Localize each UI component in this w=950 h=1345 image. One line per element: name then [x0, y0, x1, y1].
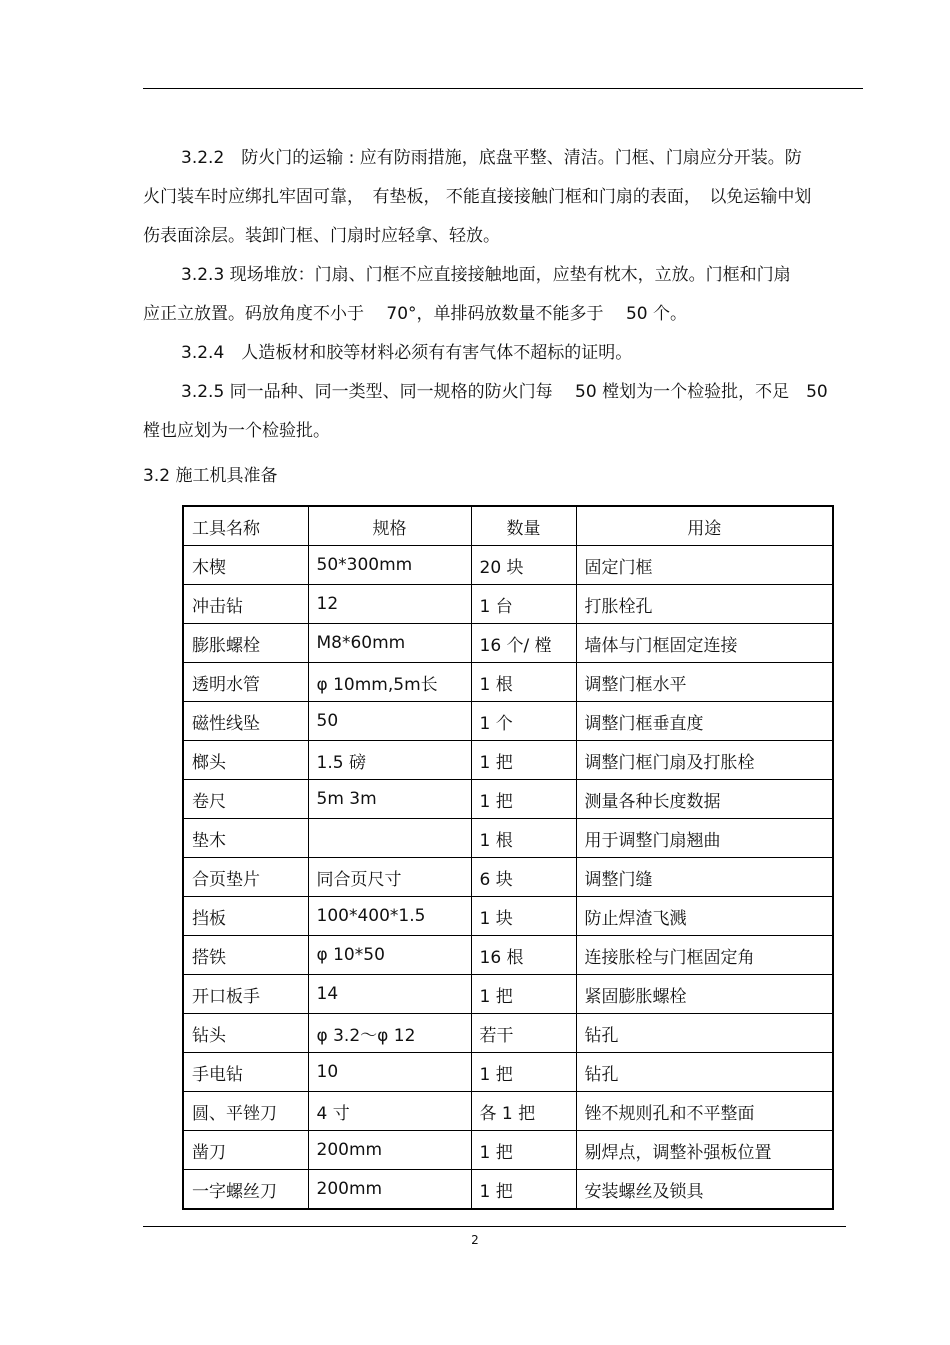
cell-usage: 剔焊点，调整补强板位置 — [576, 1131, 833, 1170]
cell-quantity: 1 把 — [471, 1131, 576, 1170]
cell-usage: 连接胀栓与门框固定角 — [576, 936, 833, 975]
cell-spec: 同合页尺寸 — [308, 858, 471, 897]
cell-quantity: 1 个 — [471, 702, 576, 741]
cell-quantity: 1 根 — [471, 663, 576, 702]
cell-tool-name: 搭铁 — [183, 936, 308, 975]
paragraph-line: 3.2.3 现场堆放：门扇、门框不应直接接触地面，应垫有枕木，立放。门框和门扇 — [181, 265, 791, 285]
cell-quantity: 6 块 — [471, 858, 576, 897]
cell-usage: 打胀栓孔 — [576, 585, 833, 624]
table-row — [183, 663, 833, 702]
table-row — [183, 1053, 833, 1092]
cell-quantity: 1 根 — [471, 819, 576, 858]
cell-usage: 用于调整门扇翘曲 — [576, 819, 833, 858]
table-row — [183, 936, 833, 975]
cell-quantity: 1 把 — [471, 975, 576, 1014]
cell-spec: 50*300mm — [308, 546, 471, 585]
table-row — [183, 1131, 833, 1170]
table-header-row — [183, 506, 833, 546]
paragraph-3-2-2 — [143, 139, 865, 256]
table-row — [183, 624, 833, 663]
table-row — [183, 897, 833, 936]
header-spec: 规格 — [308, 506, 471, 546]
cell-tool-name: 垫木 — [183, 819, 308, 858]
paragraph-line: 3.2.2 防火门的运输 : 应有防雨措施，底盘平整、清洁。门框、门扇应分开装。防 — [181, 148, 802, 168]
cell-spec: φ 3.2～φ 12 — [308, 1014, 471, 1053]
cell-usage: 调整门框门扇及打胀栓 — [576, 741, 833, 780]
cell-spec: M8*60mm — [308, 624, 471, 663]
paragraph-line: 樘也应划为一个检验批。 — [143, 421, 330, 441]
cell-spec: 10 — [308, 1053, 471, 1092]
cell-tool-name: 开口板手 — [183, 975, 308, 1014]
paragraph-line: 伤表面涂层。装卸门框、门扇时应轻拿、轻放。 — [143, 226, 500, 246]
cell-tool-name: 一字螺丝刀 — [183, 1170, 308, 1210]
cell-spec: 14 — [308, 975, 471, 1014]
cell-usage: 钻孔 — [576, 1014, 833, 1053]
cell-usage: 安装螺丝及锁具 — [576, 1170, 833, 1210]
table-row — [183, 780, 833, 819]
cell-tool-name: 磁性线坠 — [183, 702, 308, 741]
table-row — [183, 585, 833, 624]
cell-quantity: 16 根 — [471, 936, 576, 975]
cell-tool-name: 圆、平锉刀 — [183, 1092, 308, 1131]
cell-usage: 固定门框 — [576, 546, 833, 585]
table-row — [183, 1014, 833, 1053]
cell-quantity: 1 把 — [471, 780, 576, 819]
table-row — [183, 1170, 833, 1210]
table-row — [183, 819, 833, 858]
cell-usage: 调整门框水平 — [576, 663, 833, 702]
paragraph-line: 3.2.4 人造板材和胶等材料必须有有害气体不超标的证明。 — [181, 343, 633, 363]
cell-quantity: 1 块 — [471, 897, 576, 936]
cell-tool-name: 冲击钻 — [183, 585, 308, 624]
cell-tool-name: 凿刀 — [183, 1131, 308, 1170]
table-row — [183, 1092, 833, 1131]
page-number: 2 — [471, 1233, 479, 1247]
cell-spec: 200mm — [308, 1131, 471, 1170]
table-body — [183, 546, 833, 1210]
cell-tool-name: 木楔 — [183, 546, 308, 585]
tools-table — [182, 505, 834, 1210]
cell-tool-name: 卷尺 — [183, 780, 308, 819]
header-rule — [143, 88, 863, 89]
table-row — [183, 741, 833, 780]
cell-usage: 钻孔 — [576, 1053, 833, 1092]
cell-usage: 测量各种长度数据 — [576, 780, 833, 819]
cell-usage: 紧固膨胀螺栓 — [576, 975, 833, 1014]
cell-quantity: 各 1 把 — [471, 1092, 576, 1131]
cell-usage: 墙体与门框固定连接 — [576, 624, 833, 663]
cell-spec: φ 10*50 — [308, 936, 471, 975]
cell-spec: 100*400*1.5 — [308, 897, 471, 936]
cell-spec: 1.5 磅 — [308, 741, 471, 780]
cell-spec: 50 — [308, 702, 471, 741]
cell-tool-name: 透明水管 — [183, 663, 308, 702]
cell-quantity: 16 个/ 樘 — [471, 624, 576, 663]
cell-quantity: 若干 — [471, 1014, 576, 1053]
cell-usage: 防止焊渣飞溅 — [576, 897, 833, 936]
cell-spec: 12 — [308, 585, 471, 624]
cell-tool-name: 手电钻 — [183, 1053, 308, 1092]
cell-usage: 调整门框垂直度 — [576, 702, 833, 741]
paragraph-line: 应正立放置。码放角度不小于 70°，单排码放数量不能多于 50 个。 — [143, 304, 687, 324]
cell-quantity: 20 块 — [471, 546, 576, 585]
section-heading: 3.2 施工机具准备 — [143, 466, 278, 486]
header-tool-name: 工具名称 — [183, 506, 308, 546]
header-quantity: 数量 — [471, 506, 576, 546]
cell-tool-name: 钻头 — [183, 1014, 308, 1053]
cell-quantity: 1 把 — [471, 1053, 576, 1092]
cell-spec: φ 10mm,5m长 — [308, 663, 471, 702]
cell-spec: 4 寸 — [308, 1092, 471, 1131]
cell-tool-name: 合页垫片 — [183, 858, 308, 897]
table-row — [183, 702, 833, 741]
cell-usage: 调整门缝 — [576, 858, 833, 897]
paragraph-3-2-4 — [143, 334, 865, 373]
header-usage: 用途 — [576, 506, 833, 546]
cell-quantity: 1 台 — [471, 585, 576, 624]
table-row — [183, 546, 833, 585]
paragraph-line: 火门装车时应绑扎牢固可靠， 有垫板， 不能直接接触门框和门扇的表面， 以免运输中划 — [143, 187, 812, 207]
cell-spec: 200mm — [308, 1170, 471, 1210]
paragraph-3-2-5 — [143, 373, 865, 451]
footer-rule — [143, 1226, 846, 1227]
table-row — [183, 975, 833, 1014]
cell-tool-name: 榔头 — [183, 741, 308, 780]
table-row — [183, 858, 833, 897]
cell-spec: 5m 3m — [308, 780, 471, 819]
paragraph-line: 3.2.5 同一品种、同一类型、同一规格的防火门每 50 樘划为一个检验批，不足 50 — [181, 382, 828, 402]
cell-quantity: 1 把 — [471, 741, 576, 780]
cell-spec — [308, 819, 471, 858]
cell-usage: 锉不规则孔和不平整面 — [576, 1092, 833, 1131]
cell-tool-name: 挡板 — [183, 897, 308, 936]
cell-tool-name: 膨胀螺栓 — [183, 624, 308, 663]
cell-quantity: 1 把 — [471, 1170, 576, 1210]
paragraph-3-2-3 — [143, 256, 865, 334]
